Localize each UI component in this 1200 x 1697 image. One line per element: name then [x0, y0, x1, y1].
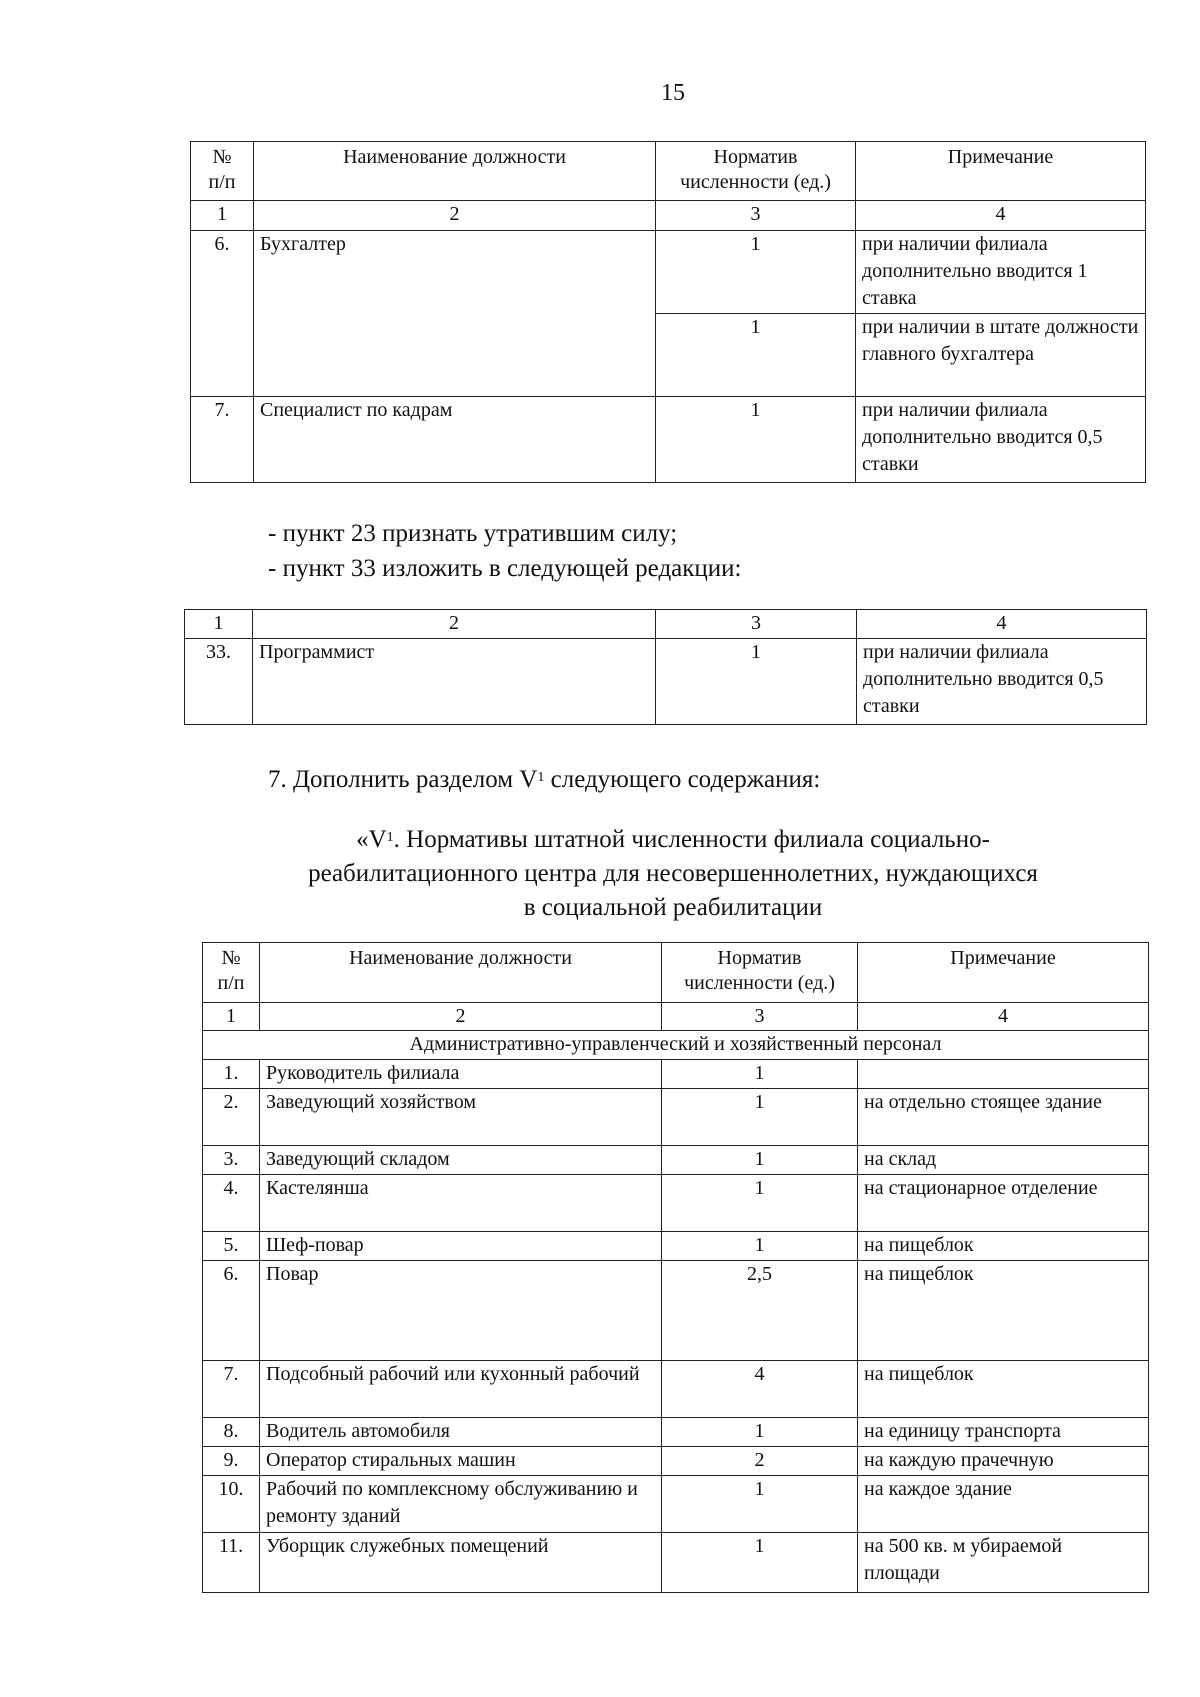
amendment-line-2: - пункт 33 изложить в следующей редакции:	[268, 555, 742, 582]
row-number: 11.	[203, 1533, 260, 1593]
row-note: на пищеблок	[858, 1361, 1149, 1418]
index-cell: 2	[254, 201, 656, 231]
row-note: при наличии филиала дополнительно вводится 1 ставка	[856, 231, 1146, 314]
staff-table-1	[190, 141, 1146, 483]
row-note: при наличии в штате должности главного бухгалтера	[856, 314, 1146, 397]
row-norm: 1	[662, 1089, 858, 1146]
row-norm: 1	[662, 1418, 858, 1447]
page-number: 15	[661, 80, 685, 106]
section-row	[203, 1031, 1149, 1060]
row-number: 7.	[203, 1361, 260, 1418]
row-position: Оператор стиральных машин	[260, 1447, 662, 1476]
row-number: 33.	[185, 639, 253, 725]
index-cell: 2	[253, 610, 656, 639]
row-position: Повар	[260, 1261, 662, 1361]
table-row	[191, 231, 1146, 314]
index-cell: 1	[185, 610, 253, 639]
row-number: 5.	[203, 1232, 260, 1261]
staff-table-2	[184, 609, 1147, 725]
index-cell: 1	[191, 201, 254, 231]
table-row	[203, 1175, 1149, 1232]
row-norm: 1	[656, 231, 856, 314]
table-row	[203, 1361, 1149, 1418]
row-position: Рабочий по комплексному обслуживанию и ремонту зданий	[260, 1476, 662, 1533]
row-note: на пищеблок	[858, 1232, 1149, 1261]
row-number: 7.	[191, 397, 254, 483]
row-norm: 1	[656, 639, 857, 725]
row-position: Программист	[253, 639, 656, 725]
index-cell: 4	[858, 1003, 1149, 1031]
table-row	[185, 639, 1147, 725]
table-row	[203, 1261, 1149, 1361]
table-row	[203, 1418, 1149, 1447]
header-position: Наименование должности	[254, 142, 656, 201]
row-number: 6.	[203, 1261, 260, 1361]
index-cell: 1	[203, 1003, 260, 1031]
column-index-row	[203, 1003, 1149, 1031]
row-norm: 1	[662, 1533, 858, 1593]
row-position: Шеф-повар	[260, 1232, 662, 1261]
index-cell: 4	[856, 201, 1146, 231]
index-cell: 2	[260, 1003, 662, 1031]
section-title-line-1: «$V^1$. Нормативы штатной численности филиала социально-	[356, 826, 990, 853]
table-header-row	[203, 943, 1149, 1003]
row-norm: 1	[656, 397, 856, 483]
row-number: 10.	[203, 1476, 260, 1533]
section-heading-cell: Административно-управленческий и хозяйственный персонал	[203, 1031, 1149, 1060]
row-note: при наличии филиала дополнительно вводится 0,5 ставки	[856, 397, 1146, 483]
row-norm: 1	[662, 1060, 858, 1089]
row-norm: 1	[662, 1146, 858, 1175]
row-position: Подсобный рабочий или кухонный рабочий	[260, 1361, 662, 1418]
table-row	[203, 1089, 1149, 1146]
table-row	[203, 1447, 1149, 1476]
section-title-line-3: в социальной реабилитации	[523, 894, 823, 921]
row-position: Бухгалтер	[254, 231, 656, 397]
row-norm: 1	[662, 1232, 858, 1261]
row-note	[858, 1060, 1149, 1089]
row-number: 6.	[191, 231, 254, 397]
row-note: на единицу транспорта	[858, 1418, 1149, 1447]
row-norm: 2,5	[662, 1261, 858, 1361]
index-cell: 3	[656, 201, 856, 231]
table-row	[203, 1060, 1149, 1089]
section-7-paragraph: 7. Дополнить разделом $V^1$ следующего содержания:	[268, 766, 821, 793]
header-number: № п/п	[191, 142, 254, 201]
row-note: на стационарное отделение	[858, 1175, 1149, 1232]
row-note: на пищеблок	[858, 1261, 1149, 1361]
row-position: Водитель автомобиля	[260, 1418, 662, 1447]
column-index-row	[185, 610, 1147, 639]
header-note: Примечание	[858, 943, 1149, 1003]
row-position: Кастелянша	[260, 1175, 662, 1232]
header-number: № п/п	[203, 943, 260, 1003]
header-note: Примечание	[856, 142, 1146, 201]
table-row	[203, 1533, 1149, 1593]
table-row	[203, 1476, 1149, 1533]
table-header-row	[191, 142, 1146, 201]
index-cell: 3	[662, 1003, 858, 1031]
header-norm: Норматив численности (ед.)	[662, 943, 858, 1003]
row-number: 2.	[203, 1089, 260, 1146]
row-norm: 4	[662, 1361, 858, 1418]
row-position: Заведующий хозяйством	[260, 1089, 662, 1146]
table-row	[203, 1232, 1149, 1261]
amendment-line-1: - пункт 23 признать утратившим силу;	[268, 520, 678, 547]
table-row	[203, 1146, 1149, 1175]
row-position: Уборщик служебных помещений	[260, 1533, 662, 1593]
row-number: 9.	[203, 1447, 260, 1476]
index-cell: 3	[656, 610, 857, 639]
row-position: Руководитель филиала	[260, 1060, 662, 1089]
row-number: 8.	[203, 1418, 260, 1447]
row-number: 3.	[203, 1146, 260, 1175]
header-position: Наименование должности	[260, 943, 662, 1003]
row-note: на склад	[858, 1146, 1149, 1175]
row-note: на отдельно стоящее здание	[858, 1089, 1149, 1146]
section-title-line-2: реабилитационного центра для несовершеннолетних, нуждающихся	[308, 860, 1038, 887]
row-note: на 500 кв. м убираемой площади	[858, 1533, 1149, 1593]
staff-table-3	[202, 942, 1149, 1593]
row-note: при наличии филиала дополнительно вводится 0,5 ставки	[857, 639, 1147, 725]
row-norm: 1	[656, 314, 856, 397]
row-note: на каждую прачечную	[858, 1447, 1149, 1476]
index-cell: 4	[857, 610, 1147, 639]
row-position: Заведующий складом	[260, 1146, 662, 1175]
row-position: Специалист по кадрам	[254, 397, 656, 483]
row-number: 4.	[203, 1175, 260, 1232]
table-row	[191, 397, 1146, 483]
row-norm: 1	[662, 1175, 858, 1232]
header-norm: Норматив численности (ед.)	[656, 142, 856, 201]
row-note: на каждое здание	[858, 1476, 1149, 1533]
column-index-row	[191, 201, 1146, 231]
row-number: 1.	[203, 1060, 260, 1089]
row-norm: 1	[662, 1476, 858, 1533]
row-norm: 2	[662, 1447, 858, 1476]
